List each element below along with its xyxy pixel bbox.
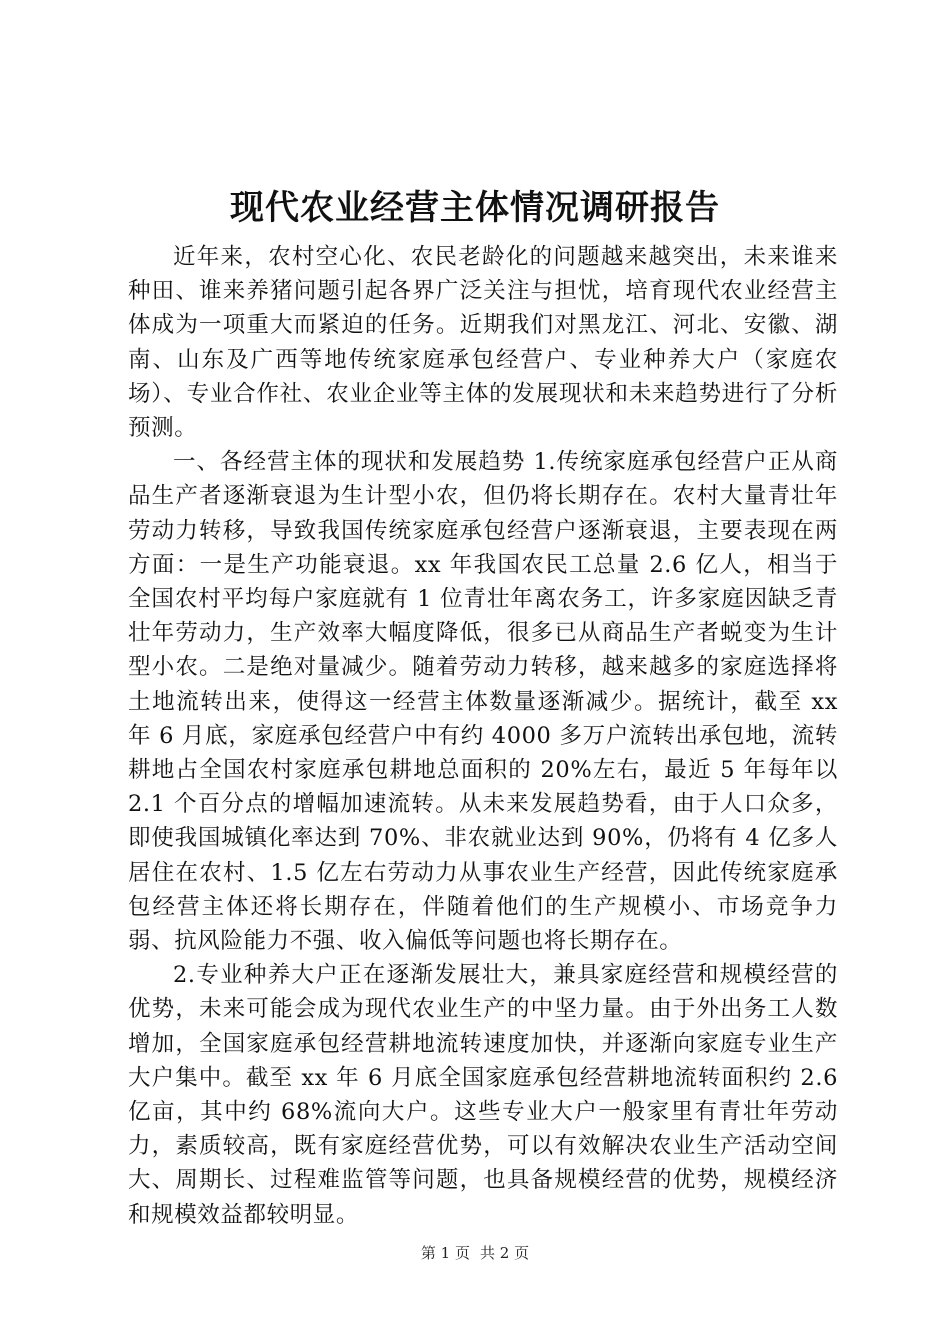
document-title: 现代农业经营主体情况调研报告 — [230, 188, 720, 228]
paragraph-section-1: 一、各经营主体的现状和发展趋势 1.传统家庭承包经营户正从商品生产者逐渐衰退为生计型小农，但仍将长期存在。农村大量青壮年劳动力转移，导致我国传统家庭承包经营户逐渐衰退，主要表现在两方面：一是生产功能衰退。xx 年我国农民工总量 2.6 亿人，相当于全国农村平均每户家庭就有 1 位青壮年离农务工，许多家庭因缺乏青壮年劳动力，生产效率大幅度降低，很多已从商品生产者蜕变为生计型小农。二是绝对量减少。随着劳动力转移，越来越多的家庭选择将土地流转出来，使得这一经营主体数量逐渐减少。据统计，截至 xx 年 6 月底，家庭承包经营户中有约 4000 多万户流转出承包地，流转耕地占全国农村家庭承包耕地总面积的 20%左右，最近 5 年每年以 2.1 个百分点的增幅加速流转。从未来发展趋势看，由于人口众多，即使我国城镇化率达到 70%、非农就业达到 90%，仍将有 4 亿多人居住在农村、1.5 亿左右劳动力从事农业生产经营，因此传统家庭承包经营主体还将长期存在，伴随着他们的生产规模小、市场竞争力弱、抗风险能力不强、收入偏低等问题也将长期存在。 — [128, 449, 838, 955]
paragraph-section-2: 2.专业种养大户正在逐渐发展壮大，兼具家庭经营和规模经营的优势，未来可能会成为现代农业生产的中坚力量。由于外出务工人数增加，全国家庭承包经营耕地流转速度加快，并逐渐向家庭专业生产大户集中。截至 xx 年 6 月底全国家庭承包经营耕地流转面积约 2.6 亿亩，其中约 68%流向大户。这些专业大户一般家里有青壮年劳动力，素质较高，既有家庭经营优势，可以有效解决农业生产活动空间大、周期长、过程难监管等问题，也具备规模经营的优势，规模经济和规模效益都较明显。 — [128, 962, 838, 1228]
paragraph-intro: 近年来，农村空心化、农民老龄化的问题越来越突出，未来谁来种田、谁来养猪问题引起各界广泛关注与担忧，培育现代农业经营主体成为一项重大而紧迫的任务。近期我们对黑龙江、河北、安徽、湖南、山东及广西等地传统家庭承包经营户、专业种养大户（家庭农场）、专业合作社、农业企业等主体的发展现状和未来趋势进行了分析预测。 — [128, 244, 838, 442]
page-total: 共 2 页 — [480, 1244, 530, 1262]
page-footer — [0, 1243, 950, 1263]
page-number: 第 1 页 — [420, 1244, 470, 1262]
document-body — [128, 240, 838, 1232]
